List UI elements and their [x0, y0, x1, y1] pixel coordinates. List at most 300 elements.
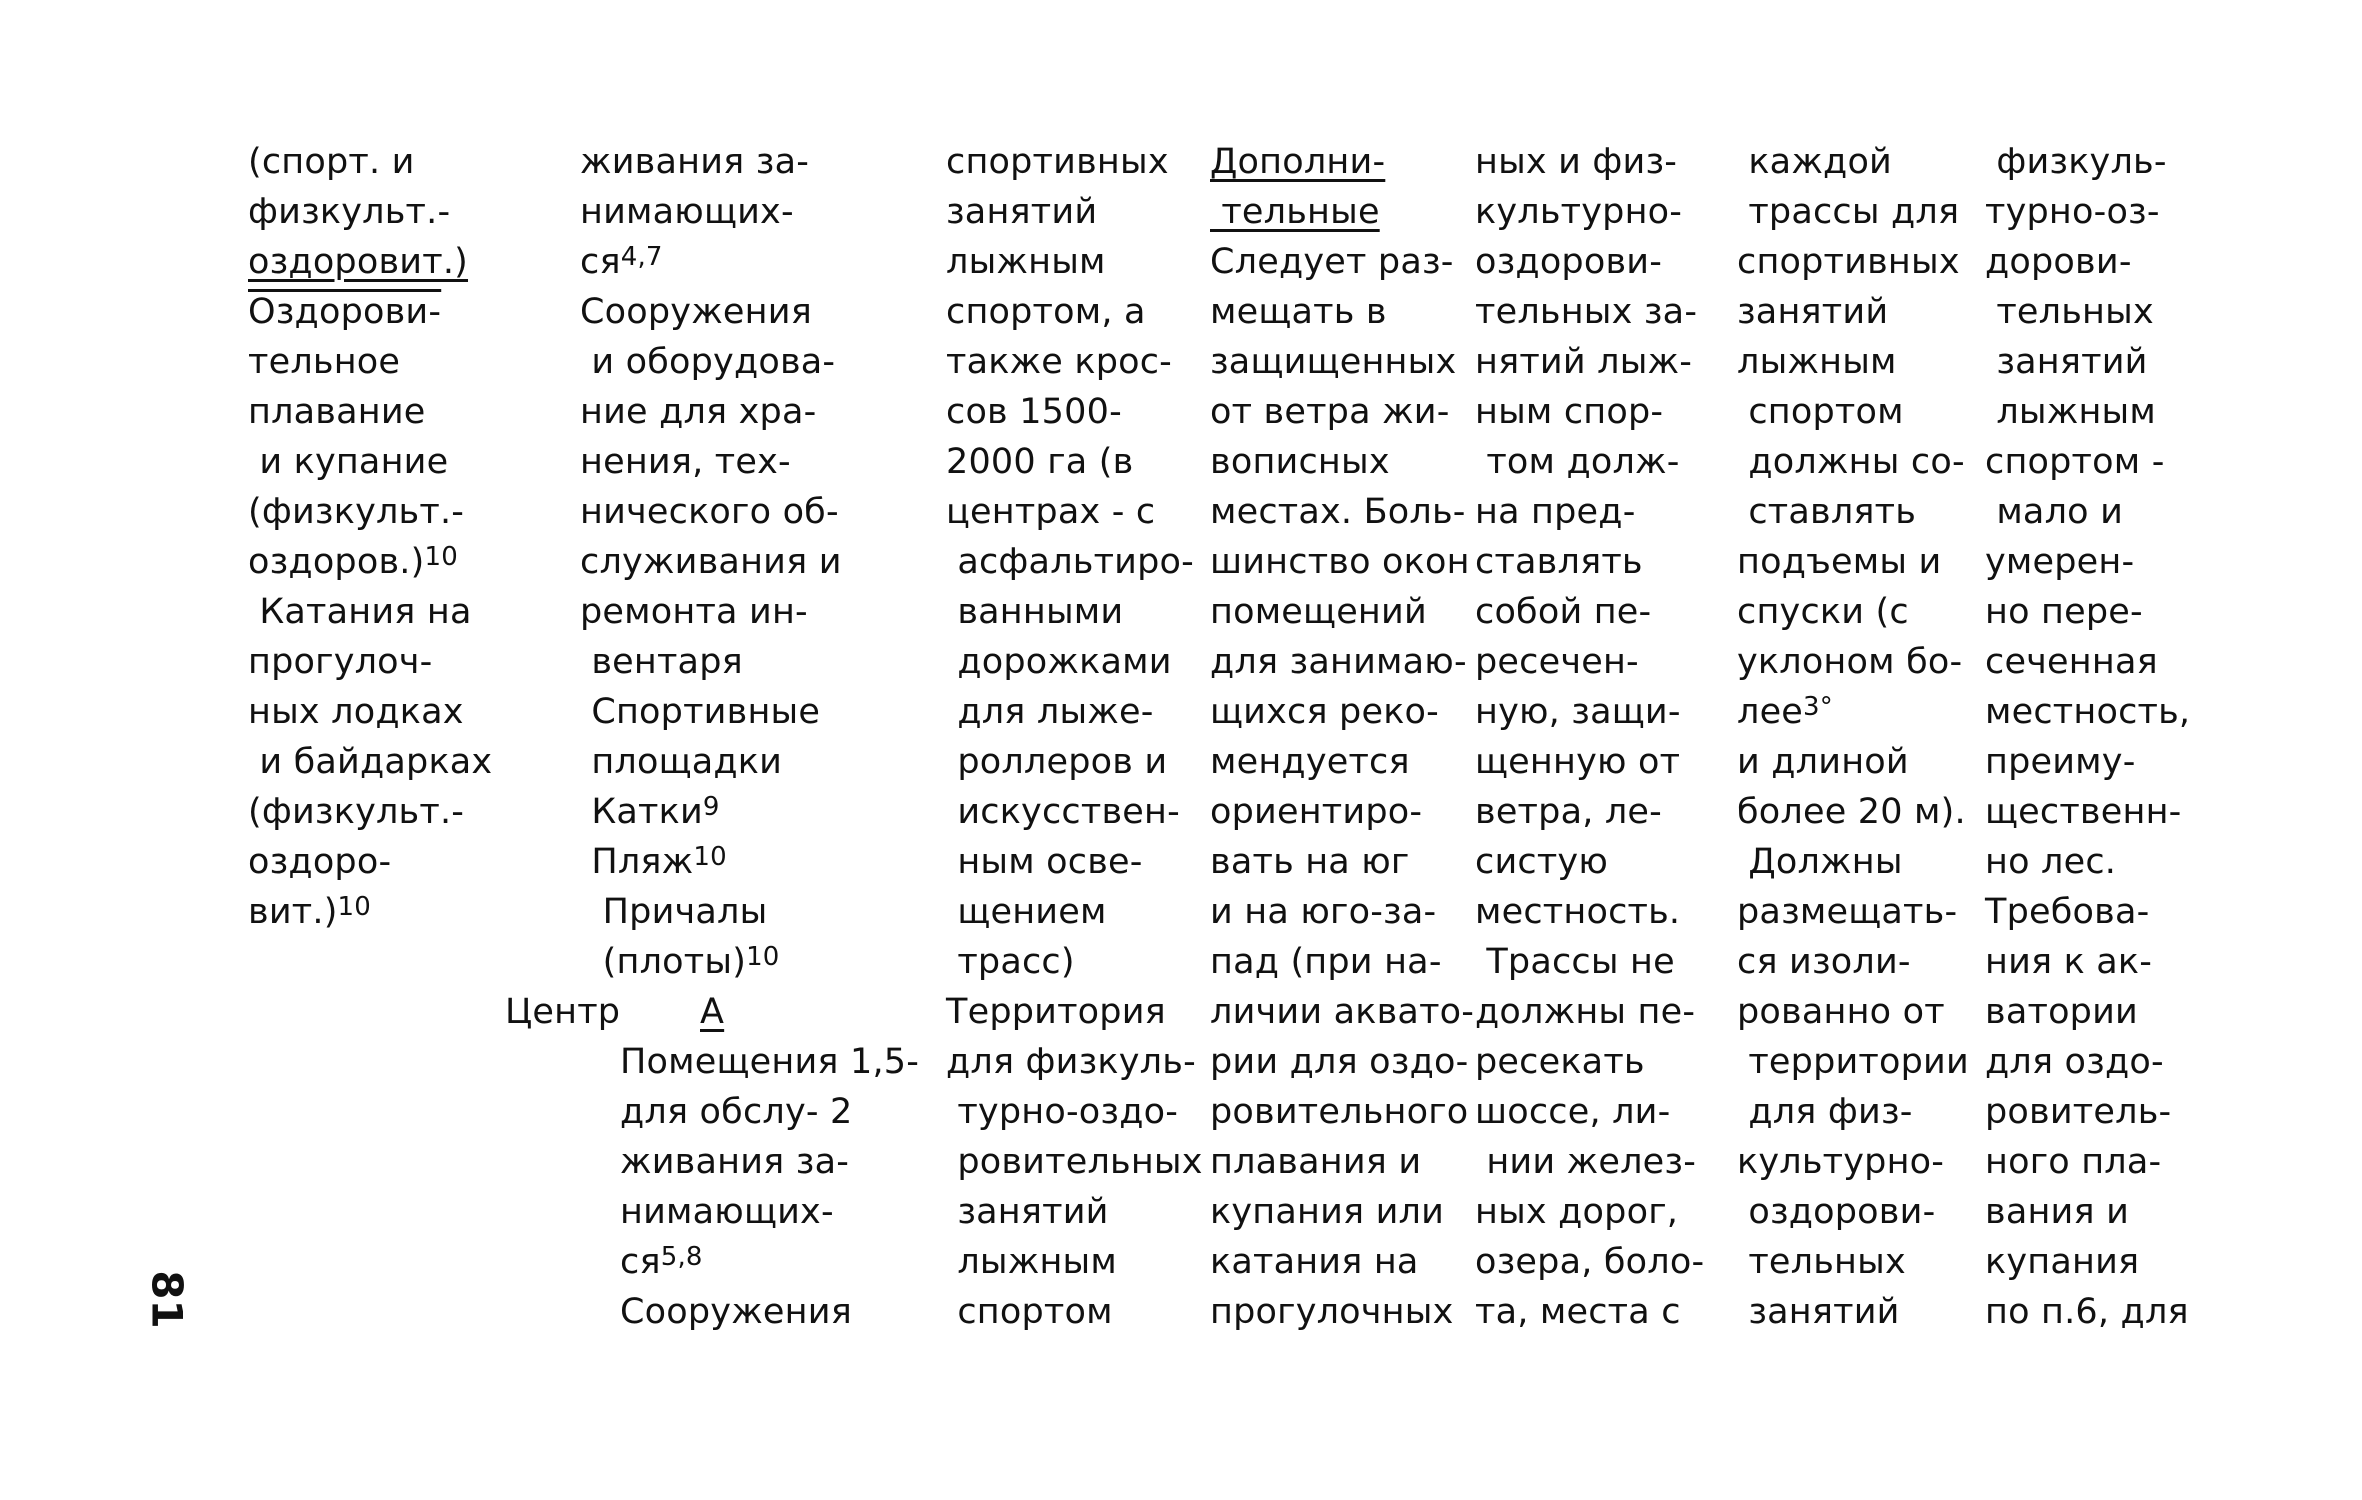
- line-text: преиму-: [1985, 742, 2136, 782]
- text-line: [620, 1037, 919, 1087]
- line-text: для физ-: [1737, 1092, 1913, 1132]
- text-line: [1985, 537, 2190, 587]
- text-line: [580, 537, 842, 587]
- text-line: [1985, 987, 2190, 1037]
- line-text: шоссе, ли-: [1475, 1092, 1671, 1132]
- text-line: [946, 737, 1203, 787]
- line-text: турно-оздо-: [946, 1092, 1179, 1132]
- text-line: [248, 487, 492, 537]
- text-line: [1737, 187, 1969, 237]
- text-line: [248, 537, 492, 587]
- line-text: оздоров.): [248, 542, 425, 582]
- text-line: [1475, 937, 1704, 987]
- line-text: трасс): [946, 942, 1075, 982]
- line-text: вентаря: [580, 642, 743, 682]
- line-text: лее: [1737, 692, 1804, 732]
- line-text: шинство окон: [1210, 542, 1470, 582]
- line-text: нимающих-: [620, 1192, 834, 1232]
- line-text: но пере-: [1985, 592, 2143, 632]
- footnote-ref: 10: [337, 892, 372, 922]
- text-line: [1737, 237, 1969, 287]
- text-line: [580, 337, 842, 387]
- line-text: площадки: [580, 742, 783, 782]
- text-line: [1737, 137, 1969, 187]
- line-text: Требова-: [1985, 892, 2150, 932]
- text-line: [1985, 337, 2190, 387]
- line-text: роллеров и: [946, 742, 1168, 782]
- line-text: территории: [1737, 1042, 1969, 1082]
- text-line: [946, 587, 1203, 637]
- line-text: занятий: [1737, 1292, 1900, 1332]
- text-line: [1737, 637, 1969, 687]
- text-line: [1475, 737, 1704, 787]
- line-text: каждой: [1737, 142, 1893, 182]
- line-text: щением: [946, 892, 1107, 932]
- line-text: по п.6, для: [1985, 1292, 2189, 1332]
- line-text: щенную от: [1475, 742, 1681, 782]
- text-line: [1475, 987, 1704, 1037]
- text-line: [946, 837, 1203, 887]
- line-text: местность,: [1985, 692, 2191, 732]
- text-line: [1985, 737, 2190, 787]
- line-text: служивания и: [580, 542, 842, 582]
- table-column-2-continued: [620, 1037, 919, 1337]
- line-text: ную, защи-: [1475, 692, 1681, 732]
- text-line: [1475, 337, 1704, 387]
- text-line: [1210, 587, 1474, 637]
- text-line: [505, 987, 620, 1037]
- text-line: [1475, 137, 1704, 187]
- line-text: занятий: [946, 1192, 1109, 1232]
- line-text: для занимаю-: [1210, 642, 1467, 682]
- text-line: [1210, 137, 1474, 187]
- line-text: тельные: [1210, 192, 1380, 232]
- line-text: и оборудова-: [580, 342, 836, 382]
- table-column-3: [946, 137, 1203, 1337]
- text-line: [580, 137, 842, 187]
- line-text: рованно от: [1737, 992, 1945, 1032]
- line-text: прогулоч-: [248, 642, 433, 682]
- line-text: вописных: [1210, 442, 1390, 482]
- text-line: [1210, 1037, 1474, 1087]
- line-text: нятий лыж-: [1475, 342, 1693, 382]
- text-line: [580, 587, 842, 637]
- text-line: [1475, 237, 1704, 287]
- text-line: [1475, 637, 1704, 687]
- line-text: Спортивные: [580, 692, 821, 732]
- text-line: [1210, 987, 1474, 1037]
- text-line: [946, 1037, 1203, 1087]
- text-line: [946, 437, 1203, 487]
- center-category: [700, 987, 724, 1037]
- text-line: [1737, 887, 1969, 937]
- text-line: [1210, 1187, 1474, 1237]
- text-line: [946, 537, 1203, 587]
- line-text: ния к ак-: [1985, 942, 2153, 982]
- text-line: [1737, 837, 1969, 887]
- text-line: [1210, 737, 1474, 787]
- text-line: [1475, 887, 1704, 937]
- text-line: [620, 1237, 919, 1287]
- line-text: ного пла-: [1985, 1142, 2162, 1182]
- text-line: [1985, 1187, 2190, 1237]
- text-line: [620, 1287, 919, 1337]
- line-text: ставлять: [1475, 542, 1643, 582]
- text-line: [1210, 837, 1474, 887]
- text-line: [1737, 1287, 1969, 1337]
- text-line: [1737, 1087, 1969, 1137]
- text-line: [946, 1087, 1203, 1137]
- text-line: [946, 687, 1203, 737]
- line-text: от ветра жи-: [1210, 392, 1450, 432]
- line-text: Трассы не: [1475, 942, 1675, 982]
- line-text: нического об-: [580, 492, 839, 532]
- text-line: [1985, 787, 2190, 837]
- text-line: [1475, 537, 1704, 587]
- center-label: [505, 987, 620, 1037]
- line-text: вания и: [1985, 1192, 2130, 1232]
- text-line: [580, 187, 842, 237]
- line-text: местах. Боль-: [1210, 492, 1466, 532]
- text-line: [1737, 787, 1969, 837]
- line-text: (спорт. и: [248, 142, 415, 182]
- line-text: для оздо-: [1985, 1042, 2164, 1082]
- text-line: [700, 987, 724, 1037]
- line-text: нии желез-: [1475, 1142, 1697, 1182]
- line-text: вать на юг: [1210, 842, 1410, 882]
- text-line: [580, 837, 842, 887]
- text-line: [1737, 437, 1969, 487]
- text-line: [1475, 837, 1704, 887]
- line-text: ным спор-: [1475, 392, 1664, 432]
- text-line: [1737, 487, 1969, 537]
- line-text: и байдарках: [248, 742, 493, 782]
- text-line: [1985, 487, 2190, 537]
- text-line: [946, 487, 1203, 537]
- line-text: и купание: [248, 442, 449, 482]
- line-text: искусствен-: [946, 792, 1180, 832]
- line-text: лыжным: [946, 242, 1106, 282]
- text-line: [1737, 937, 1969, 987]
- footnote-ref: 10: [424, 542, 458, 572]
- text-line: [1475, 387, 1704, 437]
- text-line: [946, 637, 1203, 687]
- text-line: [1985, 287, 2190, 337]
- text-line: [620, 1087, 919, 1137]
- line-text: живания за-: [620, 1142, 850, 1182]
- line-text: рии для оздо-: [1210, 1042, 1469, 1082]
- text-line: [1475, 1137, 1704, 1187]
- line-text: занятий: [1985, 342, 2148, 382]
- text-line: [1210, 1087, 1474, 1137]
- text-line: [1737, 337, 1969, 387]
- line-text: культурно-: [1737, 1142, 1945, 1182]
- line-text: тельных за-: [1475, 292, 1698, 332]
- text-line: [946, 787, 1203, 837]
- line-text: та, места с: [1475, 1292, 1681, 1332]
- text-line: [1985, 137, 2190, 187]
- text-line: [1985, 1237, 2190, 1287]
- text-line: [248, 287, 492, 337]
- text-line: [1210, 1137, 1474, 1187]
- text-line: [1737, 687, 1969, 737]
- text-line: [580, 787, 842, 837]
- line-text: тельное: [248, 342, 401, 382]
- line-text: сов 1500-: [946, 392, 1122, 432]
- table-column-7: [1985, 137, 2190, 1337]
- text-line: [1210, 237, 1474, 287]
- text-line: [248, 587, 492, 637]
- line-text: прогулочных: [1210, 1292, 1454, 1332]
- footnote-ref: 10: [693, 842, 727, 872]
- line-text: ресекать: [1475, 1042, 1645, 1082]
- line-text: щественн-: [1985, 792, 2182, 832]
- text-line: [1985, 1287, 2190, 1337]
- line-text: нимающих-: [580, 192, 794, 232]
- text-line: [1210, 687, 1474, 737]
- text-line: [946, 1187, 1203, 1237]
- line-text: ставлять: [1737, 492, 1917, 532]
- line-text: катания на: [1210, 1242, 1419, 1282]
- line-text: оздорови-: [1737, 1192, 1936, 1232]
- text-line: [946, 337, 1203, 387]
- text-line: [580, 737, 842, 787]
- line-text: вит.): [248, 892, 338, 932]
- text-line: [1210, 287, 1474, 337]
- text-line: [620, 1187, 919, 1237]
- line-text: (физкульт.-: [248, 492, 465, 532]
- line-text: защищенных: [1210, 342, 1457, 382]
- footnote-ref: 9: [702, 792, 720, 822]
- line-text: сеченная: [1985, 642, 2158, 682]
- line-text: спортом -: [1985, 442, 2165, 482]
- text-line: [580, 687, 842, 737]
- line-text: Пляж: [580, 842, 694, 882]
- line-text: Помещения 1,5-: [620, 1042, 920, 1082]
- text-line: [248, 137, 492, 187]
- text-line: [1985, 187, 2190, 237]
- line-text: занятий: [946, 192, 1098, 232]
- text-line: [248, 437, 492, 487]
- text-line: [248, 737, 492, 787]
- line-text: спортивных: [946, 142, 1169, 182]
- text-line: [580, 437, 842, 487]
- line-text: пад (при на-: [1210, 942, 1442, 982]
- text-line: [946, 937, 1203, 987]
- line-text: оздорови-: [1475, 242, 1663, 282]
- line-text: спортом: [1737, 392, 1904, 432]
- text-line: [248, 187, 492, 237]
- text-line: [1475, 587, 1704, 637]
- text-line: [248, 787, 492, 837]
- line-text: асфальтиро-: [946, 542, 1194, 582]
- line-text: размещать-: [1737, 892, 1958, 932]
- text-line: [946, 887, 1203, 937]
- text-line: [1210, 1287, 1474, 1337]
- text-line: [1985, 887, 2190, 937]
- line-text: купания: [1985, 1242, 2140, 1282]
- text-line: [946, 237, 1203, 287]
- line-text: лыжным: [1985, 392, 2156, 432]
- line-text: трассы для: [1737, 192, 1960, 232]
- line-text: Следует раз-: [1210, 242, 1454, 282]
- line-text: озера, боло-: [1475, 1242, 1705, 1282]
- text-line: [1985, 587, 2190, 637]
- text-line: [1475, 287, 1704, 337]
- line-text: ние для хра-: [580, 392, 817, 432]
- text-line: [1210, 887, 1474, 937]
- line-text: физкульт.-: [248, 192, 451, 232]
- line-text: щихся реко-: [1210, 692, 1439, 732]
- line-text: и длиной: [1737, 742, 1909, 782]
- text-line: [1210, 437, 1474, 487]
- line-text: должны со-: [1737, 442, 1965, 482]
- text-line: [946, 987, 1203, 1037]
- line-text: личии аквато-: [1210, 992, 1475, 1032]
- line-text: ванными: [946, 592, 1124, 632]
- line-text: спортивных: [1737, 242, 1960, 282]
- line-text: более 20 м).: [1737, 792, 1966, 832]
- line-text: местность.: [1475, 892, 1681, 932]
- line-text: мендуется: [1210, 742, 1410, 782]
- table-column-5: [1475, 137, 1704, 1337]
- text-line: [248, 387, 492, 437]
- line-text: ватории: [1985, 992, 2138, 1032]
- line-text: спуски (с: [1737, 592, 1909, 632]
- text-line: [1210, 487, 1474, 537]
- line-text: Причалы: [580, 892, 768, 932]
- text-line: [1985, 837, 2190, 887]
- line-text: но лес.: [1985, 842, 2117, 882]
- line-text: также крос-: [946, 342, 1173, 382]
- line-text: ориентиро-: [1210, 792, 1423, 832]
- text-line: [946, 187, 1203, 237]
- line-text: ся изоли-: [1737, 942, 1911, 982]
- line-text: дорожками: [946, 642, 1172, 682]
- line-text: (физкульт.-: [248, 792, 465, 832]
- text-line: [248, 887, 492, 937]
- line-text: на пред-: [1475, 492, 1636, 532]
- line-text: тельных: [1737, 1242, 1906, 1282]
- line-text: оздоровит.): [248, 242, 469, 282]
- text-line: [1210, 387, 1474, 437]
- line-text: Катания на: [248, 592, 472, 632]
- text-line: [1737, 587, 1969, 637]
- line-text: лыжным: [946, 1242, 1117, 1282]
- text-line: [580, 387, 842, 437]
- text-line: [1737, 1137, 1969, 1187]
- text-line: [620, 1137, 919, 1187]
- line-text: ных лодках: [248, 692, 464, 732]
- line-text: плавания и: [1210, 1142, 1422, 1182]
- line-text: Центр: [505, 992, 621, 1032]
- line-text: занятий: [1737, 292, 1889, 332]
- line-text: ветра, ле-: [1475, 792, 1662, 832]
- footnote-ref: 3°: [1803, 692, 1833, 722]
- text-line: [1210, 337, 1474, 387]
- text-line: [1985, 437, 2190, 487]
- line-text: тельных: [1985, 292, 2154, 332]
- text-line: [1475, 1287, 1704, 1337]
- line-text: турно-оз-: [1985, 192, 2160, 232]
- text-line: [946, 137, 1203, 187]
- line-text: ровитель-: [1985, 1092, 2172, 1132]
- text-line: [1985, 387, 2190, 437]
- text-line: [946, 1237, 1203, 1287]
- line-text: физкуль-: [1985, 142, 2167, 182]
- text-line: [248, 237, 492, 287]
- table-column-4: [1210, 137, 1474, 1337]
- text-line: [1210, 187, 1474, 237]
- line-text: ным осве-: [946, 842, 1143, 882]
- line-text: Должны: [1737, 842, 1903, 882]
- text-line: [1985, 237, 2190, 287]
- line-text: уклоном бо-: [1737, 642, 1963, 682]
- text-line: [1210, 637, 1474, 687]
- line-text: и на юго-за-: [1210, 892, 1437, 932]
- line-text: 2000 га (в: [946, 442, 1134, 482]
- text-line: [1475, 1087, 1704, 1137]
- line-text: Территория: [946, 992, 1166, 1032]
- text-line: [1475, 687, 1704, 737]
- table-column-6: [1737, 137, 1969, 1337]
- line-text: ремонта ин-: [580, 592, 808, 632]
- line-text: лыжным: [1737, 342, 1897, 382]
- text-line: [1737, 737, 1969, 787]
- footnote-ref: 10: [746, 942, 780, 972]
- text-line: [1985, 1037, 2190, 1087]
- line-text: нения, тех-: [580, 442, 791, 482]
- line-text: Оздорови-: [248, 292, 442, 332]
- text-line: [580, 637, 842, 687]
- table-column-1: [248, 137, 492, 937]
- line-text: Дополни-: [1210, 142, 1386, 182]
- text-line: [946, 387, 1203, 437]
- text-line: [1985, 1137, 2190, 1187]
- text-line: [580, 287, 842, 337]
- text-line: [1985, 637, 2190, 687]
- line-text: ных дорог,: [1475, 1192, 1679, 1232]
- text-line: [1210, 537, 1474, 587]
- line-text: мещать в: [1210, 292, 1387, 332]
- text-line: [1985, 1087, 2190, 1137]
- text-line: [1210, 1237, 1474, 1287]
- line-text: ровительного: [1210, 1092, 1469, 1132]
- text-line: [1985, 937, 2190, 987]
- line-text: для лыже-: [946, 692, 1154, 732]
- line-text: центрах - с: [946, 492, 1156, 532]
- line-text: плавание: [248, 392, 426, 432]
- text-line: [1210, 787, 1474, 837]
- text-line: [1737, 1187, 1969, 1237]
- text-line: [248, 687, 492, 737]
- text-line: [946, 1287, 1203, 1337]
- text-line: [1475, 487, 1704, 537]
- text-line: [946, 287, 1203, 337]
- page-number: 81: [142, 1270, 192, 1329]
- text-line: [248, 837, 492, 887]
- table-column-2: [580, 137, 842, 987]
- text-line: [1737, 287, 1969, 337]
- text-line: [248, 337, 492, 387]
- text-line: [1475, 437, 1704, 487]
- text-line: [1737, 537, 1969, 587]
- line-text: собой пе-: [1475, 592, 1652, 632]
- line-text: ся: [580, 242, 621, 282]
- text-line: [1737, 1237, 1969, 1287]
- line-text: помещений: [1210, 592, 1427, 632]
- footnote-ref: 5,8: [660, 1242, 703, 1272]
